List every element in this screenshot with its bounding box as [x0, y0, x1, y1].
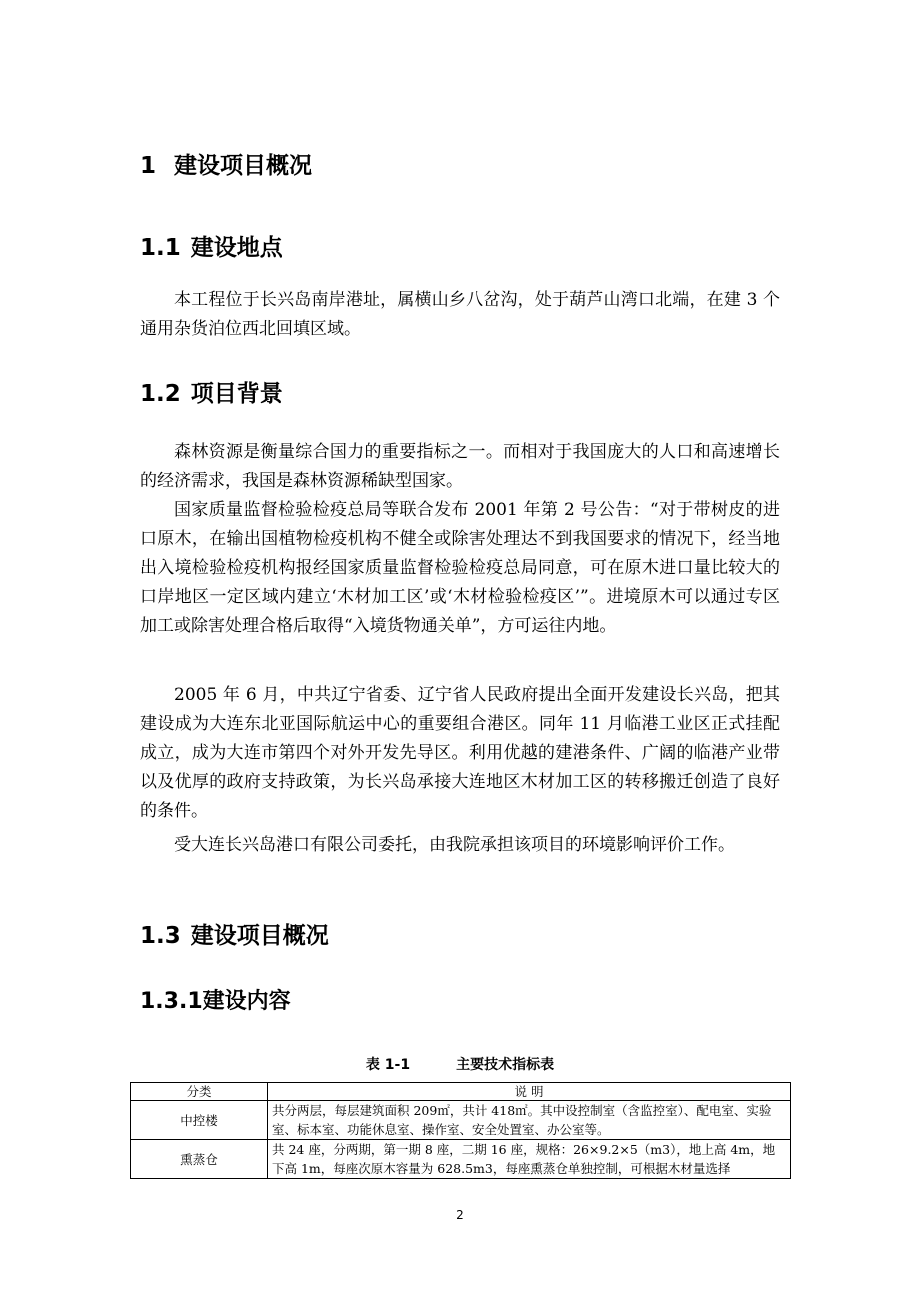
table-row: [131, 1101, 791, 1140]
table-cell-description: 共分两层，每层建筑面积 209㎡，共计 418㎡。其中设控制室（含监控室）、配电室、实验室、标本室、功能休息室、操作室、安全处置室、办公室等。: [268, 1101, 791, 1140]
table-header-row: [131, 1083, 791, 1101]
table-header-description: 说 明: [268, 1083, 791, 1101]
section-heading-1-1: [140, 230, 283, 266]
table-row: [131, 1140, 791, 1179]
section-title: 建设地点: [190, 235, 283, 261]
table-header-category: 分类: [131, 1083, 268, 1101]
page-number: 2: [456, 1208, 464, 1222]
subsection-heading-1-3-1: [140, 984, 291, 1020]
paragraph-commission: 受大连长兴岛港口有限公司委托，由我院承担该项目的环境影响评价工作。: [174, 835, 735, 855]
paragraph-development: 2005 年 6 月，中共辽宁省委、辽宁省人民政府提出全面开发建设长兴岛，把其建设成为大连东北亚国际航运中心的重要组合港区。同年 11 月临港工业区正式挂配成立，成为大连市第四个对外开发先导区。利用优越的建港条件、广阔的临港产业带以及优厚的政府支持政策，为长兴岛承接大连地区木材加工区的转移搬迁创造了良好的条件。: [140, 685, 780, 821]
subsection-number: 1.3.1: [140, 989, 203, 1014]
paragraph-forest-resources: 森林资源是衡量综合国力的重要指标之一。而相对于我国庞大的人口和高速增长的经济需求，我国是森林资源稀缺型国家。: [140, 442, 780, 491]
section-heading-1-2: [140, 376, 283, 412]
table-caption: [130, 1054, 790, 1076]
table-caption-title: 主要技术指标表: [456, 1057, 555, 1073]
subsection-title: 建设内容: [202, 989, 291, 1014]
section-heading-1-3: [140, 918, 329, 954]
chapter-number: 1: [140, 153, 157, 179]
section-number: 1.1: [140, 235, 181, 261]
paragraph-location: 本工程位于长兴岛南岸港址，属横山乡八岔沟，处于葫芦山湾口北端，在建 3 个通用杂货泊位西北回填区域。: [140, 290, 780, 339]
section-title: 建设项目概况: [190, 923, 329, 949]
section-title: 项目背景: [190, 381, 283, 407]
technical-specs-table: [130, 1082, 791, 1179]
table-cell-description: 共 24 座，分两期，第一期 8 座，二期 16 座，规格：26×9.2×5（m3），地上高 4m，地下高 1m，每座次原木容量为 628.5m3，每座熏蒸仓单独控制，可根据木材量选择: [268, 1140, 791, 1179]
section-number: 1.3: [140, 923, 181, 949]
chapter-heading: [140, 148, 312, 184]
chapter-title: 建设项目概况: [174, 153, 312, 179]
table-cell-category: 中控楼: [131, 1101, 268, 1140]
paragraph-announcement: 国家质量监督检验检疫总局等联合发布 2001 年第 2 号公告：“对于带树皮的进口原木，在输出国植物检疫机构不健全或除害处理达不到我国要求的情况下，经当地出入境检验检疫机构报经国家质量监督检验检疫总局同意，可在原木进口量比较大的口岸地区一定区域内建立‘木材加工区’或‘木材检验检疫区’”。进境原木可以通过专区加工或除害处理合格后取得“入境货物通关单”，方可运往内地。: [140, 500, 780, 636]
table-caption-number: 表 1-1: [365, 1057, 411, 1073]
table-cell-category: 熏蒸仓: [131, 1140, 268, 1179]
section-number: 1.2: [140, 381, 181, 407]
